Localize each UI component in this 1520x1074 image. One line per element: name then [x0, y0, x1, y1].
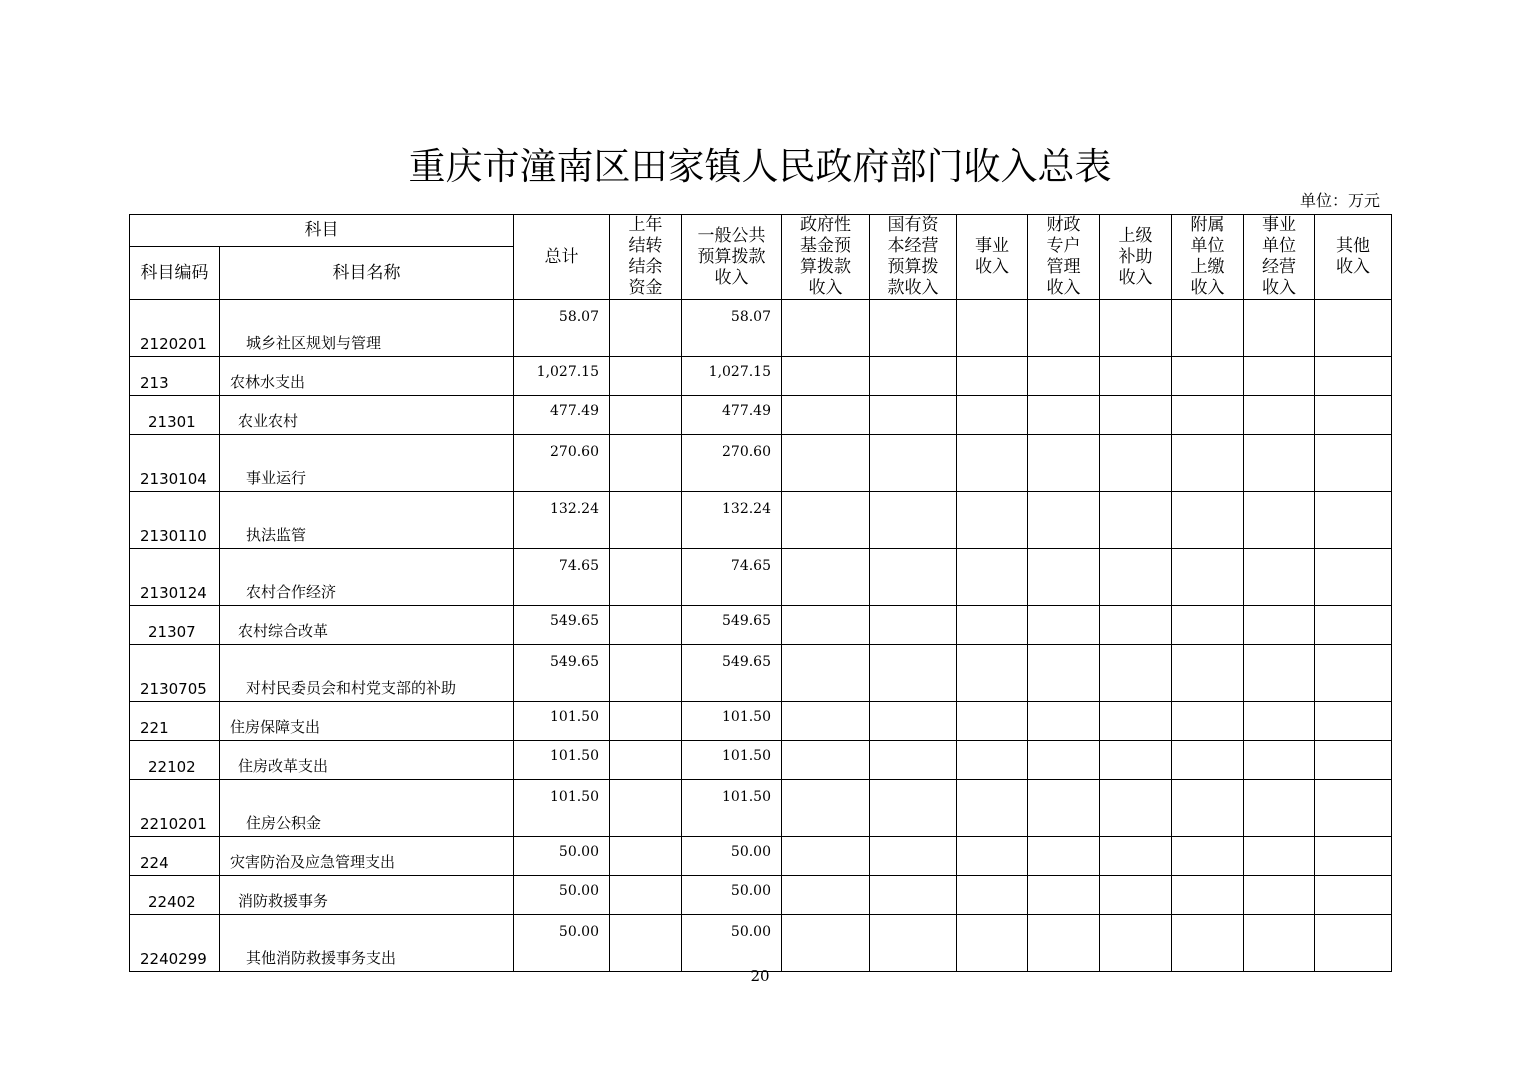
- table-row: [130, 396, 1392, 435]
- row-empty-cell: [1172, 606, 1244, 645]
- table-row: [130, 702, 1392, 741]
- row-name: 灾害防治及应急管理支出: [220, 837, 514, 876]
- table-row: [130, 357, 1392, 396]
- row-empty-cell: [1172, 435, 1244, 492]
- header-business-income-text: 事业 收入: [975, 236, 1009, 277]
- row-name: 农业农村: [220, 396, 514, 435]
- row-name: 其他消防救援事务支出: [220, 915, 514, 972]
- row-name: 住房改革支出: [220, 741, 514, 780]
- row-empty-cell: [1172, 702, 1244, 741]
- row-general-budget: 74.65: [682, 549, 782, 606]
- row-total: 132.24: [514, 492, 610, 549]
- row-empty-cell: [1315, 549, 1392, 606]
- row-empty-cell: [870, 780, 957, 837]
- row-name: 执法监管: [220, 492, 514, 549]
- row-empty-cell: [1172, 780, 1244, 837]
- income-summary-table: [129, 214, 1392, 972]
- row-general-budget: 50.00: [682, 915, 782, 972]
- row-name: 住房公积金: [220, 780, 514, 837]
- row-empty-cell: [1172, 492, 1244, 549]
- header-state-capital: [870, 215, 957, 300]
- row-empty-cell: [957, 549, 1028, 606]
- row-empty-cell: [1100, 549, 1172, 606]
- row-empty-cell: [1028, 876, 1100, 915]
- row-empty-cell: [870, 357, 957, 396]
- header-general-budget: [682, 215, 782, 300]
- row-total: 101.50: [514, 741, 610, 780]
- row-general-budget: 58.07: [682, 300, 782, 357]
- row-empty-cell: [1028, 837, 1100, 876]
- row-empty-cell: [1028, 435, 1100, 492]
- row-total: 1,027.15: [514, 357, 610, 396]
- row-empty-cell: [957, 396, 1028, 435]
- row-empty-cell: [957, 357, 1028, 396]
- row-empty-cell: [1100, 492, 1172, 549]
- row-empty-cell: [1172, 300, 1244, 357]
- unit-label: 单位：万元: [1299, 191, 1380, 210]
- table-row: [130, 606, 1392, 645]
- row-empty-cell: [1315, 606, 1392, 645]
- row-empty-cell: [782, 702, 870, 741]
- row-empty-cell: [870, 396, 957, 435]
- row-empty-cell: [870, 606, 957, 645]
- row-code: 2130124: [130, 549, 220, 606]
- row-empty-cell: [1028, 357, 1100, 396]
- row-code: 21307: [130, 606, 220, 645]
- row-empty-cell: [782, 915, 870, 972]
- row-empty-cell: [957, 435, 1028, 492]
- header-name: 科目名称: [220, 247, 514, 300]
- row-general-budget: 101.50: [682, 702, 782, 741]
- table-row: [130, 300, 1392, 357]
- row-empty-cell: [1244, 702, 1315, 741]
- row-total: 101.50: [514, 702, 610, 741]
- row-empty-cell: [1028, 915, 1100, 972]
- table-row: [130, 780, 1392, 837]
- row-code: 224: [130, 837, 220, 876]
- header-business-income: [957, 215, 1028, 300]
- row-empty-cell: [870, 300, 957, 357]
- row-empty-cell: [1244, 780, 1315, 837]
- row-empty-cell: [870, 876, 957, 915]
- row-empty-cell: [1028, 492, 1100, 549]
- row-empty-cell: [957, 741, 1028, 780]
- row-empty-cell: [1315, 876, 1392, 915]
- row-carryover: [610, 780, 682, 837]
- row-total: 50.00: [514, 876, 610, 915]
- row-general-budget: 101.50: [682, 741, 782, 780]
- row-empty-cell: [957, 300, 1028, 357]
- row-carryover: [610, 741, 682, 780]
- row-empty-cell: [1244, 492, 1315, 549]
- row-empty-cell: [1100, 837, 1172, 876]
- row-general-budget: 50.00: [682, 876, 782, 915]
- header-affiliated-text: 附属 单位 上缴 收入: [1190, 215, 1225, 298]
- row-empty-cell: [1315, 357, 1392, 396]
- row-empty-cell: [1028, 606, 1100, 645]
- row-code: 2130110: [130, 492, 220, 549]
- row-code: 213: [130, 357, 220, 396]
- row-empty-cell: [1172, 741, 1244, 780]
- row-empty-cell: [1315, 915, 1392, 972]
- row-empty-cell: [1244, 645, 1315, 702]
- table-row: [130, 915, 1392, 972]
- row-total: 74.65: [514, 549, 610, 606]
- row-empty-cell: [1172, 837, 1244, 876]
- header-other-text: 其他 收入: [1336, 236, 1370, 277]
- row-code: 2210201: [130, 780, 220, 837]
- row-empty-cell: [957, 702, 1028, 741]
- row-carryover: [610, 876, 682, 915]
- row-empty-cell: [870, 492, 957, 549]
- header-operating: [1244, 215, 1315, 300]
- row-empty-cell: [1172, 876, 1244, 915]
- row-carryover: [610, 702, 682, 741]
- row-empty-cell: [1028, 549, 1100, 606]
- row-carryover: [610, 645, 682, 702]
- row-empty-cell: [1315, 702, 1392, 741]
- row-empty-cell: [1100, 702, 1172, 741]
- table-row: [130, 741, 1392, 780]
- row-empty-cell: [782, 492, 870, 549]
- header-fiscal-special-text: 财政 专户 管理 收入: [1046, 215, 1081, 298]
- row-code: 2240299: [130, 915, 220, 972]
- row-empty-cell: [782, 876, 870, 915]
- row-total: 58.07: [514, 300, 610, 357]
- row-empty-cell: [870, 741, 957, 780]
- row-name: 对村民委员会和村党支部的补助: [220, 645, 514, 702]
- row-empty-cell: [782, 606, 870, 645]
- row-general-budget: 50.00: [682, 837, 782, 876]
- row-empty-cell: [870, 837, 957, 876]
- row-empty-cell: [1100, 780, 1172, 837]
- page-title: 重庆市潼南区田家镇人民政府部门收入总表: [408, 145, 1112, 188]
- row-empty-cell: [1100, 357, 1172, 396]
- row-carryover: [610, 606, 682, 645]
- header-operating-text: 事业 单位 经营 收入: [1262, 215, 1296, 298]
- row-empty-cell: [1315, 645, 1392, 702]
- row-empty-cell: [1100, 396, 1172, 435]
- row-empty-cell: [1315, 396, 1392, 435]
- row-empty-cell: [782, 396, 870, 435]
- row-carryover: [610, 549, 682, 606]
- row-empty-cell: [957, 876, 1028, 915]
- row-empty-cell: [957, 837, 1028, 876]
- row-carryover: [610, 915, 682, 972]
- row-general-budget: 101.50: [682, 780, 782, 837]
- row-total: 549.65: [514, 606, 610, 645]
- row-empty-cell: [870, 915, 957, 972]
- row-total: 270.60: [514, 435, 610, 492]
- row-general-budget: 477.49: [682, 396, 782, 435]
- row-general-budget: 270.60: [682, 435, 782, 492]
- row-empty-cell: [782, 357, 870, 396]
- table-row: [130, 837, 1392, 876]
- row-empty-cell: [782, 780, 870, 837]
- header-affiliated: [1172, 215, 1244, 300]
- row-empty-cell: [782, 549, 870, 606]
- row-empty-cell: [1244, 396, 1315, 435]
- row-name: 农村合作经济: [220, 549, 514, 606]
- row-empty-cell: [1244, 357, 1315, 396]
- row-general-budget: 549.65: [682, 645, 782, 702]
- row-empty-cell: [782, 645, 870, 702]
- row-code: 22402: [130, 876, 220, 915]
- row-carryover: [610, 492, 682, 549]
- row-empty-cell: [1172, 915, 1244, 972]
- header-total: 总计: [514, 215, 610, 300]
- page-number: 20: [750, 967, 770, 985]
- row-total: 50.00: [514, 837, 610, 876]
- row-carryover: [610, 396, 682, 435]
- row-general-budget: 132.24: [682, 492, 782, 549]
- row-empty-cell: [1315, 435, 1392, 492]
- row-name: 城乡社区规划与管理: [220, 300, 514, 357]
- row-name: 农林水支出: [220, 357, 514, 396]
- row-code: 2120201: [130, 300, 220, 357]
- header-carryover: [610, 215, 682, 300]
- row-empty-cell: [870, 645, 957, 702]
- row-general-budget: 549.65: [682, 606, 782, 645]
- row-empty-cell: [870, 702, 957, 741]
- header-code: 科目编码: [130, 247, 220, 300]
- row-carryover: [610, 435, 682, 492]
- row-empty-cell: [1172, 549, 1244, 606]
- row-empty-cell: [957, 780, 1028, 837]
- row-empty-cell: [1244, 549, 1315, 606]
- row-empty-cell: [1315, 780, 1392, 837]
- row-empty-cell: [1244, 876, 1315, 915]
- row-empty-cell: [1172, 396, 1244, 435]
- table-body: [130, 300, 1392, 972]
- row-empty-cell: [1244, 606, 1315, 645]
- row-code: 221: [130, 702, 220, 741]
- row-empty-cell: [1028, 645, 1100, 702]
- row-empty-cell: [1100, 741, 1172, 780]
- row-empty-cell: [957, 606, 1028, 645]
- row-empty-cell: [1244, 837, 1315, 876]
- header-gov-fund-text: 政府性 基金预 算拨款 收入: [800, 215, 851, 298]
- header-state-capital-text: 国有资 本经营 预算拨 款收入: [887, 215, 939, 298]
- table-row: [130, 492, 1392, 549]
- header-superior-subsidy: [1100, 215, 1172, 300]
- row-empty-cell: [1028, 741, 1100, 780]
- row-empty-cell: [1244, 741, 1315, 780]
- row-empty-cell: [1028, 780, 1100, 837]
- row-empty-cell: [1028, 702, 1100, 741]
- row-empty-cell: [1315, 741, 1392, 780]
- header-gov-fund: [782, 215, 870, 300]
- row-empty-cell: [1244, 915, 1315, 972]
- row-name: 消防救援事务: [220, 876, 514, 915]
- row-empty-cell: [1315, 837, 1392, 876]
- row-total: 549.65: [514, 645, 610, 702]
- header-general-budget-text: 一般公共 预算拨款 收入: [697, 225, 766, 288]
- row-empty-cell: [1172, 357, 1244, 396]
- row-empty-cell: [782, 435, 870, 492]
- header-subject: 科目: [130, 215, 514, 247]
- row-empty-cell: [782, 741, 870, 780]
- table-row: [130, 876, 1392, 915]
- row-empty-cell: [1315, 300, 1392, 357]
- table-row: [130, 645, 1392, 702]
- row-empty-cell: [1172, 645, 1244, 702]
- row-code: 2130705: [130, 645, 220, 702]
- row-empty-cell: [1100, 876, 1172, 915]
- row-empty-cell: [870, 435, 957, 492]
- row-code: 21301: [130, 396, 220, 435]
- table-row: [130, 435, 1392, 492]
- row-empty-cell: [1100, 645, 1172, 702]
- header-carryover-text: 上年 结转 结余 资金: [628, 215, 663, 298]
- row-empty-cell: [1100, 915, 1172, 972]
- row-code: 2130104: [130, 435, 220, 492]
- row-name: 农村综合改革: [220, 606, 514, 645]
- row-name: 住房保障支出: [220, 702, 514, 741]
- row-empty-cell: [870, 549, 957, 606]
- row-empty-cell: [1315, 492, 1392, 549]
- row-empty-cell: [1100, 435, 1172, 492]
- row-empty-cell: [957, 915, 1028, 972]
- row-name: 事业运行: [220, 435, 514, 492]
- row-empty-cell: [957, 645, 1028, 702]
- row-code: 22102: [130, 741, 220, 780]
- row-carryover: [610, 300, 682, 357]
- row-empty-cell: [1028, 396, 1100, 435]
- row-empty-cell: [1028, 300, 1100, 357]
- row-carryover: [610, 357, 682, 396]
- row-empty-cell: [782, 300, 870, 357]
- row-empty-cell: [1244, 300, 1315, 357]
- row-total: 101.50: [514, 780, 610, 837]
- row-empty-cell: [1100, 300, 1172, 357]
- header-fiscal-special: [1028, 215, 1100, 300]
- row-empty-cell: [1244, 435, 1315, 492]
- table-row: [130, 549, 1392, 606]
- row-empty-cell: [782, 837, 870, 876]
- row-total: 50.00: [514, 915, 610, 972]
- row-empty-cell: [1100, 606, 1172, 645]
- header-other: [1315, 215, 1392, 300]
- row-general-budget: 1,027.15: [682, 357, 782, 396]
- row-carryover: [610, 837, 682, 876]
- row-total: 477.49: [514, 396, 610, 435]
- header-superior-subsidy-text: 上级 补助 收入: [1118, 225, 1153, 288]
- row-empty-cell: [957, 492, 1028, 549]
